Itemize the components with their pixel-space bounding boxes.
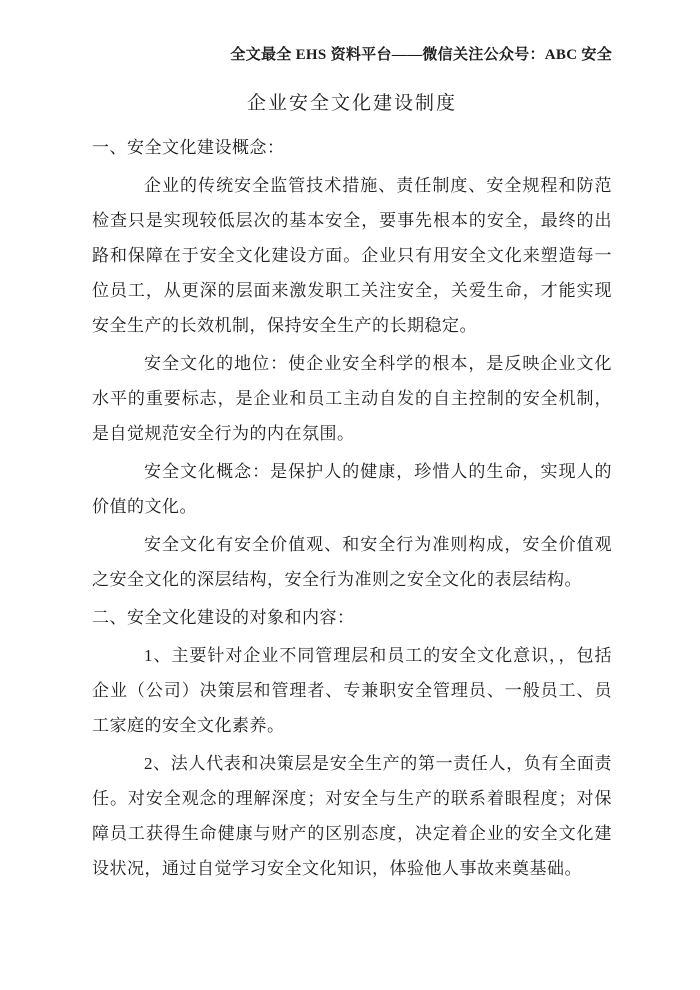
paragraph: 1、主要针对企业不同管理层和员工的安全文化意识，，包括企业（公司）决策层和管理者、专兼职安全管理员、一般员工、员工家庭的安全文化素养。 xyxy=(92,646,612,735)
section-heading: 一、安全文化建设概念： xyxy=(92,138,285,157)
paragraph: 2、法人代表和决策层是安全生产的第一责任人，负有全面责任。对安全观念的理解深度；对安全与生产的联系着眼程度；对保障员工获得生命健康与财产的区别态度，决定着企业的安全文化建设状况，通过自觉学习安全文化知识，体验他人事故来奠基础。 xyxy=(92,754,612,878)
header-watermark-text: 全文最全 EHS 资料平台——微信关注公众号：ABC 安全 xyxy=(230,47,612,63)
section-heading: 二、安全文化建设的对象和内容： xyxy=(92,608,355,627)
paragraph: 安全文化概念：是保护人的健康，珍惜人的生命，实现人的价值的文化。 xyxy=(92,462,612,516)
paragraph: 安全文化的地位：使企业安全科学的根本，是反映企业文化水平的重要标志，是企业和员工主动自发的自主控制的安全机制，是自觉规范安全行为的内在氛围。 xyxy=(92,354,612,443)
paragraph: 企业的传统安全监管技术措施、责任制度、安全规程和防范检查只是实现较低层次的基本安全，要事先根本的安全，最终的出路和保障在于安全文化建设方面。企业只有用安全文化来塑造每一位员工，从更深的层面来激发职工关注安全，关爱生命，才能实现安全生产的长效机制，保持安全生产的长期稳定。 xyxy=(92,176,612,335)
document-title: 企业安全文化建设制度 xyxy=(246,93,457,114)
document-body xyxy=(92,130,612,886)
paragraph: 安全文化有安全价值观、和安全行为准则构成，安全价值观之安全文化的深层结构，安全行为准则之安全文化的表层结构。 xyxy=(92,535,612,589)
